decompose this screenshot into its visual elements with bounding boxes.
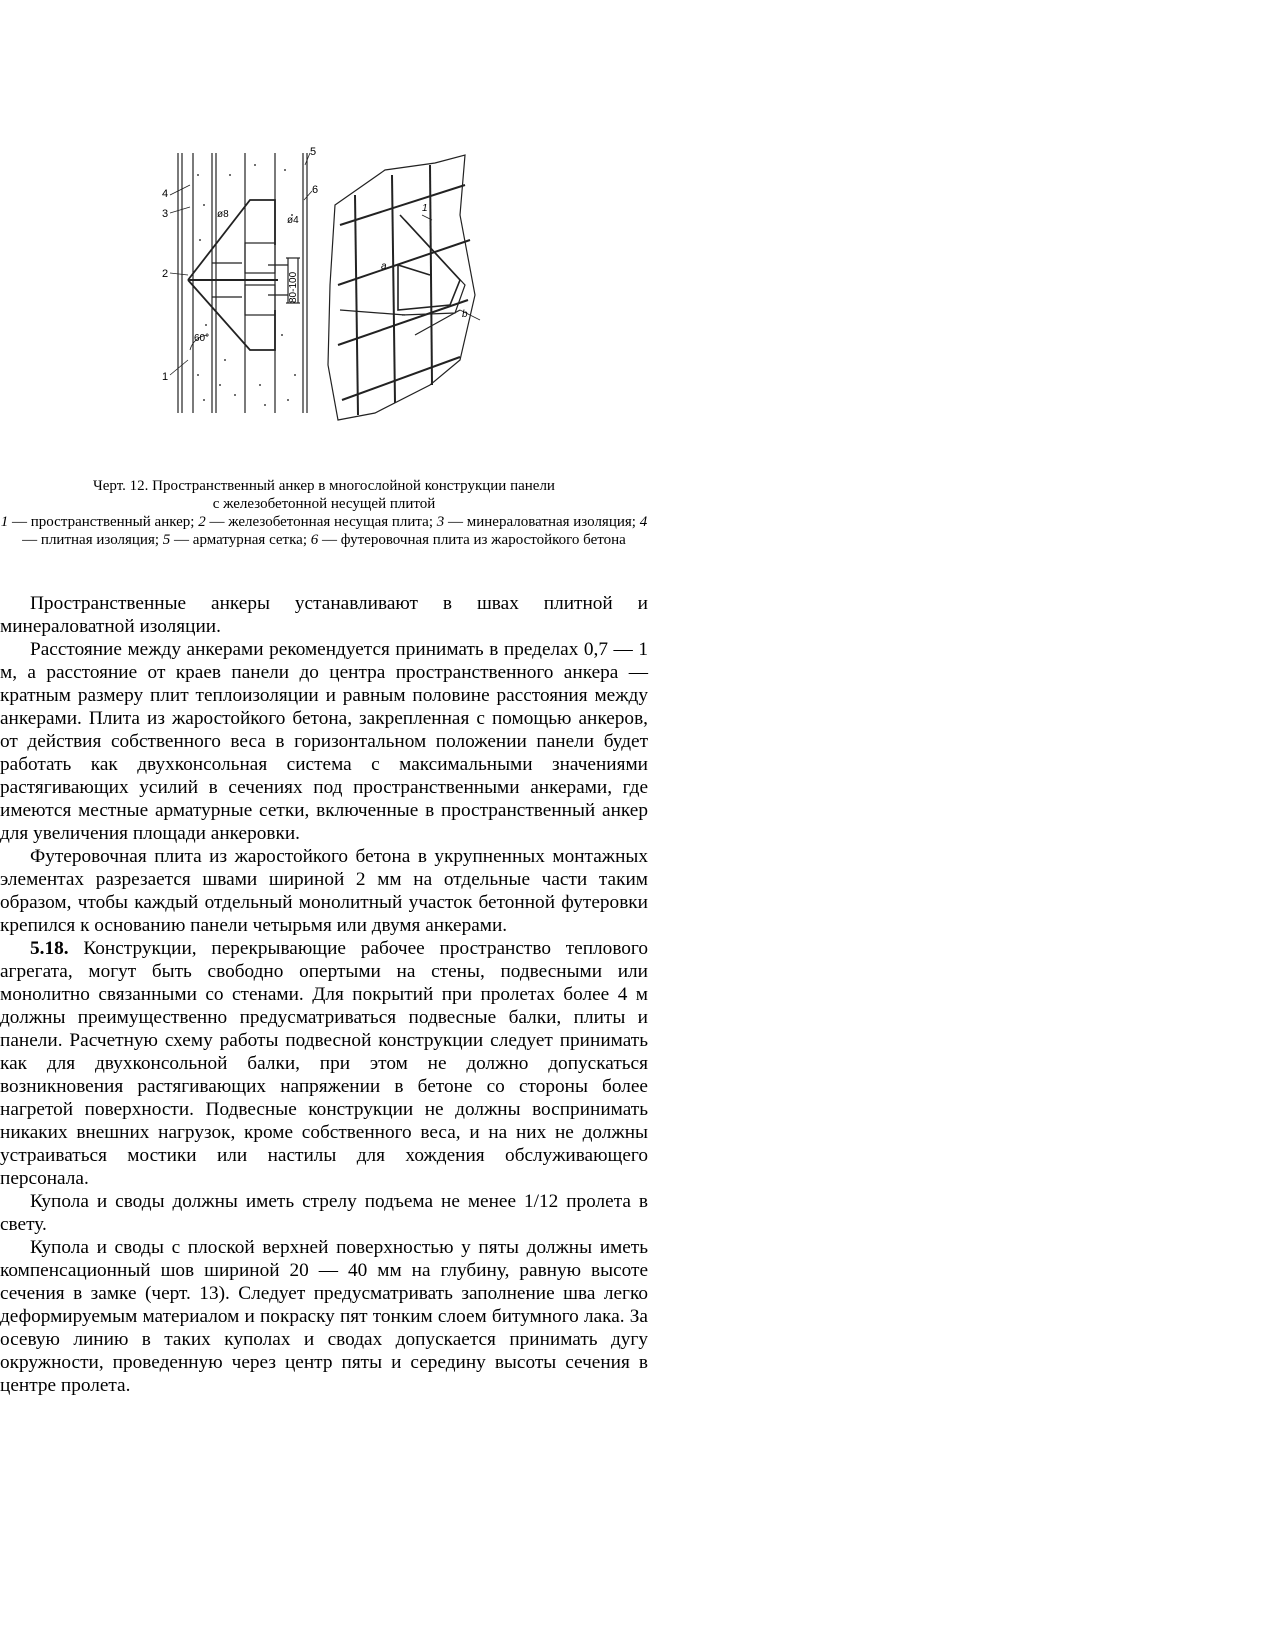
figure-anchor-drawing — [160, 145, 520, 450]
paragraph-text: Футеровочная плита из жаростойкого бетона в укрупненных монтажных элементах разрезается швами шириной 2 мм на отдельные части таким образом, чтобы каждый отдельный монолитный участок бетонной футеровки крепился к основанию панели четырьмя или двумя анкерами. — [0, 846, 648, 936]
label-4: 4 — [162, 188, 169, 200]
legend-num: 3 — [436, 514, 445, 530]
angle-label: 60° — [194, 333, 210, 344]
paragraph — [0, 845, 648, 937]
dim-rod-4: ø4 — [287, 215, 299, 226]
body-text — [0, 592, 648, 1397]
legend-num: 1 — [0, 514, 9, 530]
label-6: 6 — [312, 184, 319, 196]
legend-text: — плитная изоляция; — [22, 532, 163, 548]
paragraph — [0, 638, 648, 845]
paragraph — [0, 1236, 648, 1397]
paragraph-text: Расстояние между анкерами рекомендуется принимать в пределах 0,7 — 1 м, а расстояние от краев панели до центра пространственного анкера — кратным размеру плит теплоизоляции и равным половине расстояния между анкерами. Плита из жаростойкого бетона, закрепленная с помощью анкеров, от действия собственного веса в горизонтальном положении панели будет работать как двухконсольная система с максимальными значениями растягивающих усилий в сечениях под пространственными анкерами, где имеются местные арматурные сетки, включенные в пространственный анкер для увеличения площади анкеровки. — [0, 639, 648, 844]
paragraph-text: Конструкции, перекрывающие рабочее пространство теплового агрегата, могут быть свободно опертыми на стены, подвесными или монолитно связанными со стенами. Для покрытий при пролетах более 4 м должны преимущественно предусматриваться подвесные балки, плиты и панели. Расчетную схему работы подвесной конструкции следует принимать как для двухконсольной балки, при этом не должно допускаться возникновения растягивающих напряжении в бетоне со стороны более нагретой поверхности. Подвесные конструкции не должны воспринимать никаких внешних нагрузок, кроме собственного веса, и на них не должны устраиваться мостики или настилы для хождения обслуживающего персонала. — [0, 938, 648, 1189]
paragraph — [0, 937, 648, 1190]
paragraph-text: Купола и своды должны иметь стрелу подъема не менее 1/12 пролета в свету. — [0, 1191, 648, 1235]
paragraph-text: Купола и своды с плоской верхней поверхностью у пяты должны иметь компенсационный шов шириной 20 — 40 мм на глубину, равную высоте сечения в замке (черт. 13). Следует предусматривать заполнение шва легко деформируемым материалом и покраску пят тонким слоем битумного лака. За осевую линию в таких куполах и сводах допускается принимать дугу окружности, проведенную через центр пяты и середину высоты сечения в центре пролета. — [0, 1237, 648, 1396]
mesh-isometric-view — [328, 155, 480, 420]
legend-num: 6 — [310, 532, 319, 548]
legend-text: — пространственный анкер; — [8, 514, 199, 530]
paragraph-text: Пространственные анкеры устанавливают в швах плитной и минераловатной изоляции. — [0, 593, 648, 637]
anchor-drawing-svg — [160, 145, 520, 450]
dim-rod-8: ø8 — [217, 209, 229, 220]
legend-num: 5 — [162, 532, 171, 548]
label-1: 1 — [162, 371, 169, 383]
legend-text: — железобетонная несущая плита; — [205, 514, 437, 530]
label-3: 3 — [162, 208, 169, 220]
legend-text: — арматурная сетка; — [170, 532, 311, 548]
caption-title-line1: Черт. 12. Пространственный анкер в многослойной конструкции панели — [93, 478, 555, 494]
iso-label-b: b — [462, 309, 468, 320]
dim-spacing: 80-100 — [288, 271, 299, 303]
legend-num: 4 — [639, 514, 648, 530]
iso-label-1: 1 — [422, 203, 428, 214]
figure-caption — [0, 477, 648, 549]
label-5: 5 — [310, 146, 317, 158]
iso-label-a: a — [381, 261, 387, 272]
paragraph — [0, 1190, 648, 1236]
caption-title-line2: с железобетонной несущей плитой — [212, 496, 436, 512]
paragraph — [0, 592, 648, 638]
label-2: 2 — [162, 268, 169, 280]
section-number: 5.18. — [30, 938, 69, 959]
legend-num: 2 — [198, 514, 206, 530]
legend-text: — футеровочная плита из жаростойкого бетона — [318, 532, 626, 548]
caption-legend — [1, 514, 647, 548]
legend-text: — минераловатная изоляция; — [444, 514, 640, 530]
